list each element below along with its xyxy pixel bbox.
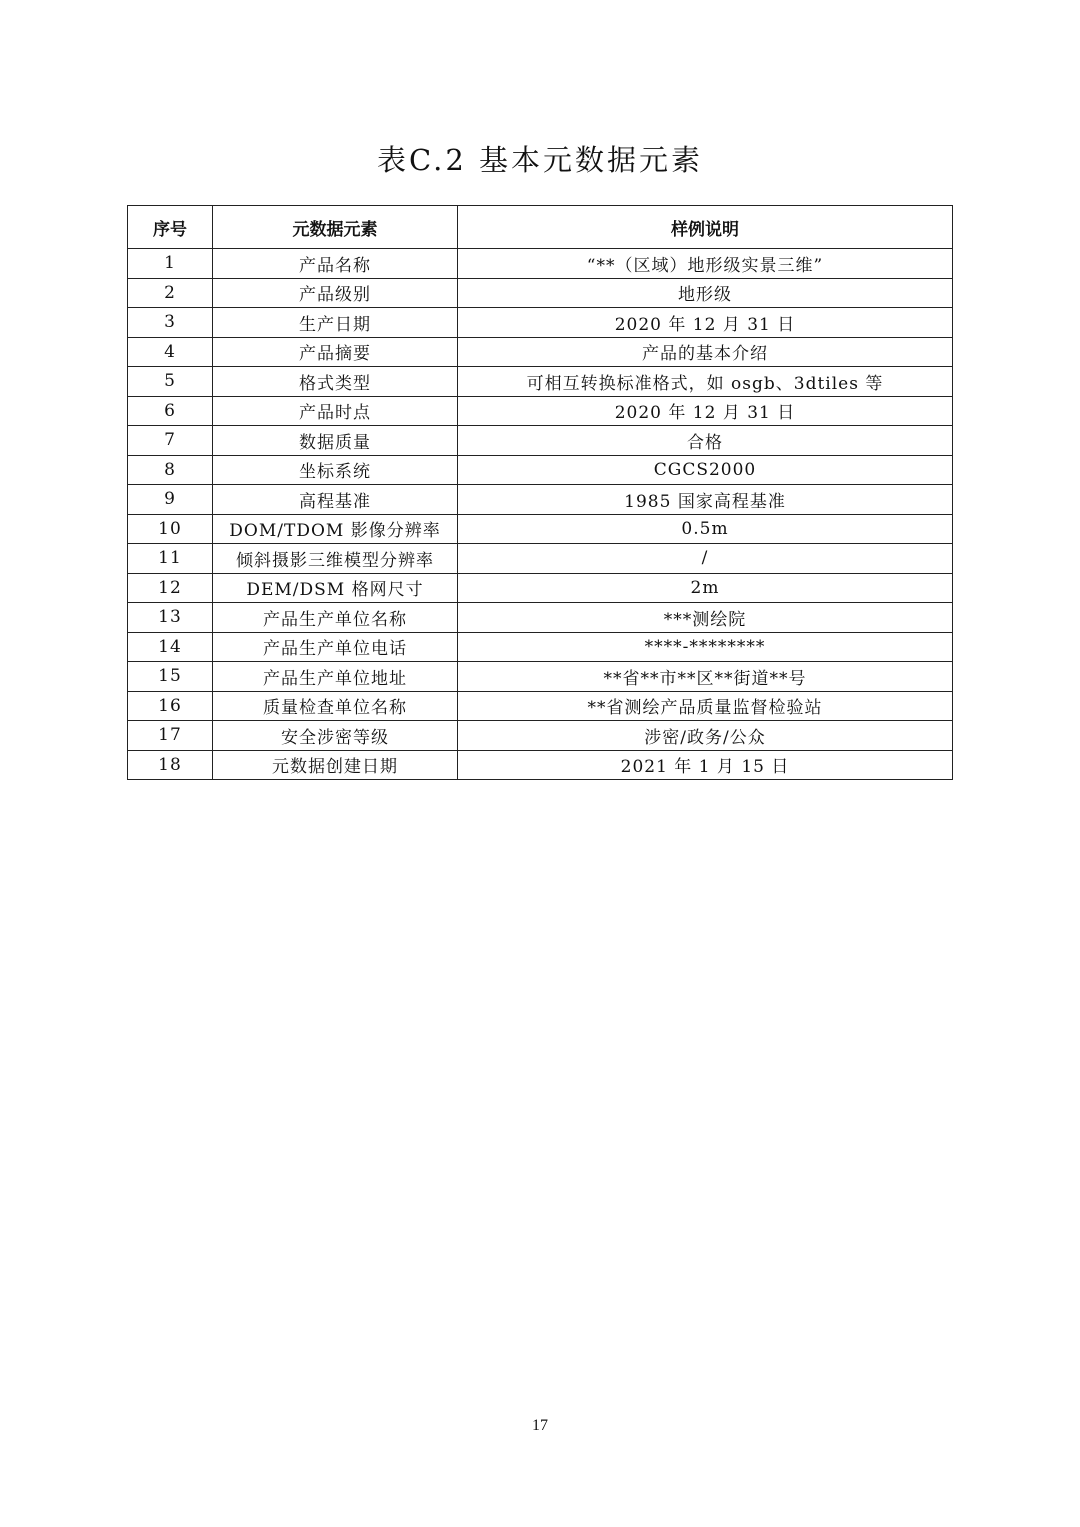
table-row bbox=[128, 750, 953, 780]
cell-example: **省测绘产品质量监督检验站 bbox=[458, 691, 953, 721]
cell-index: 13 bbox=[128, 603, 213, 633]
table-row bbox=[128, 514, 953, 544]
cell-element: 产品生产单位地址 bbox=[213, 662, 458, 692]
cell-element: 产品时点 bbox=[213, 396, 458, 426]
table-row bbox=[128, 662, 953, 692]
cell-index: 4 bbox=[128, 337, 213, 367]
cell-element: 坐标系统 bbox=[213, 455, 458, 485]
cell-element: DOM/TDOM 影像分辨率 bbox=[213, 514, 458, 544]
cell-example: / bbox=[458, 544, 953, 574]
table-row bbox=[128, 278, 953, 308]
column-header-index: 序号 bbox=[128, 206, 213, 249]
table-header-row bbox=[128, 206, 953, 249]
cell-element: 产品生产单位名称 bbox=[213, 603, 458, 633]
cell-index: 9 bbox=[128, 485, 213, 515]
table-row bbox=[128, 396, 953, 426]
cell-example: CGCS2000 bbox=[458, 455, 953, 485]
cell-index: 14 bbox=[128, 632, 213, 662]
table-row bbox=[128, 544, 953, 574]
cell-example: 合格 bbox=[458, 426, 953, 456]
cell-element: 格式类型 bbox=[213, 367, 458, 397]
table-row bbox=[128, 426, 953, 456]
cell-index: 12 bbox=[128, 573, 213, 603]
cell-element: DEM/DSM 格网尺寸 bbox=[213, 573, 458, 603]
cell-example: 地形级 bbox=[458, 278, 953, 308]
table-row bbox=[128, 485, 953, 515]
cell-example: 2021 年 1 月 15 日 bbox=[458, 750, 953, 780]
cell-index: 17 bbox=[128, 721, 213, 751]
table-body bbox=[128, 249, 953, 780]
column-header-element: 元数据元素 bbox=[213, 206, 458, 249]
cell-element: 生产日期 bbox=[213, 308, 458, 338]
cell-element: 倾斜摄影三维模型分辨率 bbox=[213, 544, 458, 574]
table-row bbox=[128, 308, 953, 338]
cell-element: 元数据创建日期 bbox=[213, 750, 458, 780]
table-row bbox=[128, 632, 953, 662]
table-row bbox=[128, 249, 953, 279]
cell-example: ****-******** bbox=[458, 632, 953, 662]
cell-index: 15 bbox=[128, 662, 213, 692]
table-row bbox=[128, 691, 953, 721]
cell-element: 产品摘要 bbox=[213, 337, 458, 367]
cell-index: 18 bbox=[128, 750, 213, 780]
cell-example: “**（区域）地形级实景三维” bbox=[458, 249, 953, 279]
cell-index: 8 bbox=[128, 455, 213, 485]
cell-index: 10 bbox=[128, 514, 213, 544]
cell-element: 产品名称 bbox=[213, 249, 458, 279]
cell-element: 质量检查单位名称 bbox=[213, 691, 458, 721]
page-number: 17 bbox=[532, 1417, 548, 1434]
cell-element: 安全涉密等级 bbox=[213, 721, 458, 751]
cell-example: 2020 年 12 月 31 日 bbox=[458, 308, 953, 338]
cell-element: 数据质量 bbox=[213, 426, 458, 456]
cell-example: 0.5m bbox=[458, 514, 953, 544]
cell-element: 产品生产单位电话 bbox=[213, 632, 458, 662]
table-row bbox=[128, 573, 953, 603]
cell-element: 高程基准 bbox=[213, 485, 458, 515]
table-row bbox=[128, 455, 953, 485]
metadata-table bbox=[127, 205, 953, 780]
cell-index: 6 bbox=[128, 396, 213, 426]
cell-example: 2m bbox=[458, 573, 953, 603]
cell-example: **省**市**区**街道**号 bbox=[458, 662, 953, 692]
cell-example: 涉密/政务/公众 bbox=[458, 721, 953, 751]
table-row bbox=[128, 721, 953, 751]
page-title: 表C.2 基本元数据元素 bbox=[376, 143, 704, 177]
table-row bbox=[128, 603, 953, 633]
cell-example: 产品的基本介绍 bbox=[458, 337, 953, 367]
column-header-example: 样例说明 bbox=[458, 206, 953, 249]
cell-index: 5 bbox=[128, 367, 213, 397]
cell-index: 2 bbox=[128, 278, 213, 308]
table-row bbox=[128, 337, 953, 367]
cell-index: 1 bbox=[128, 249, 213, 279]
cell-index: 16 bbox=[128, 691, 213, 721]
cell-element: 产品级别 bbox=[213, 278, 458, 308]
cell-index: 11 bbox=[128, 544, 213, 574]
cell-index: 3 bbox=[128, 308, 213, 338]
cell-example: 1985 国家高程基准 bbox=[458, 485, 953, 515]
cell-index: 7 bbox=[128, 426, 213, 456]
cell-example: 2020 年 12 月 31 日 bbox=[458, 396, 953, 426]
table-row bbox=[128, 367, 953, 397]
cell-example: 可相互转换标准格式，如 osgb、3dtiles 等 bbox=[458, 367, 953, 397]
cell-example: ***测绘院 bbox=[458, 603, 953, 633]
